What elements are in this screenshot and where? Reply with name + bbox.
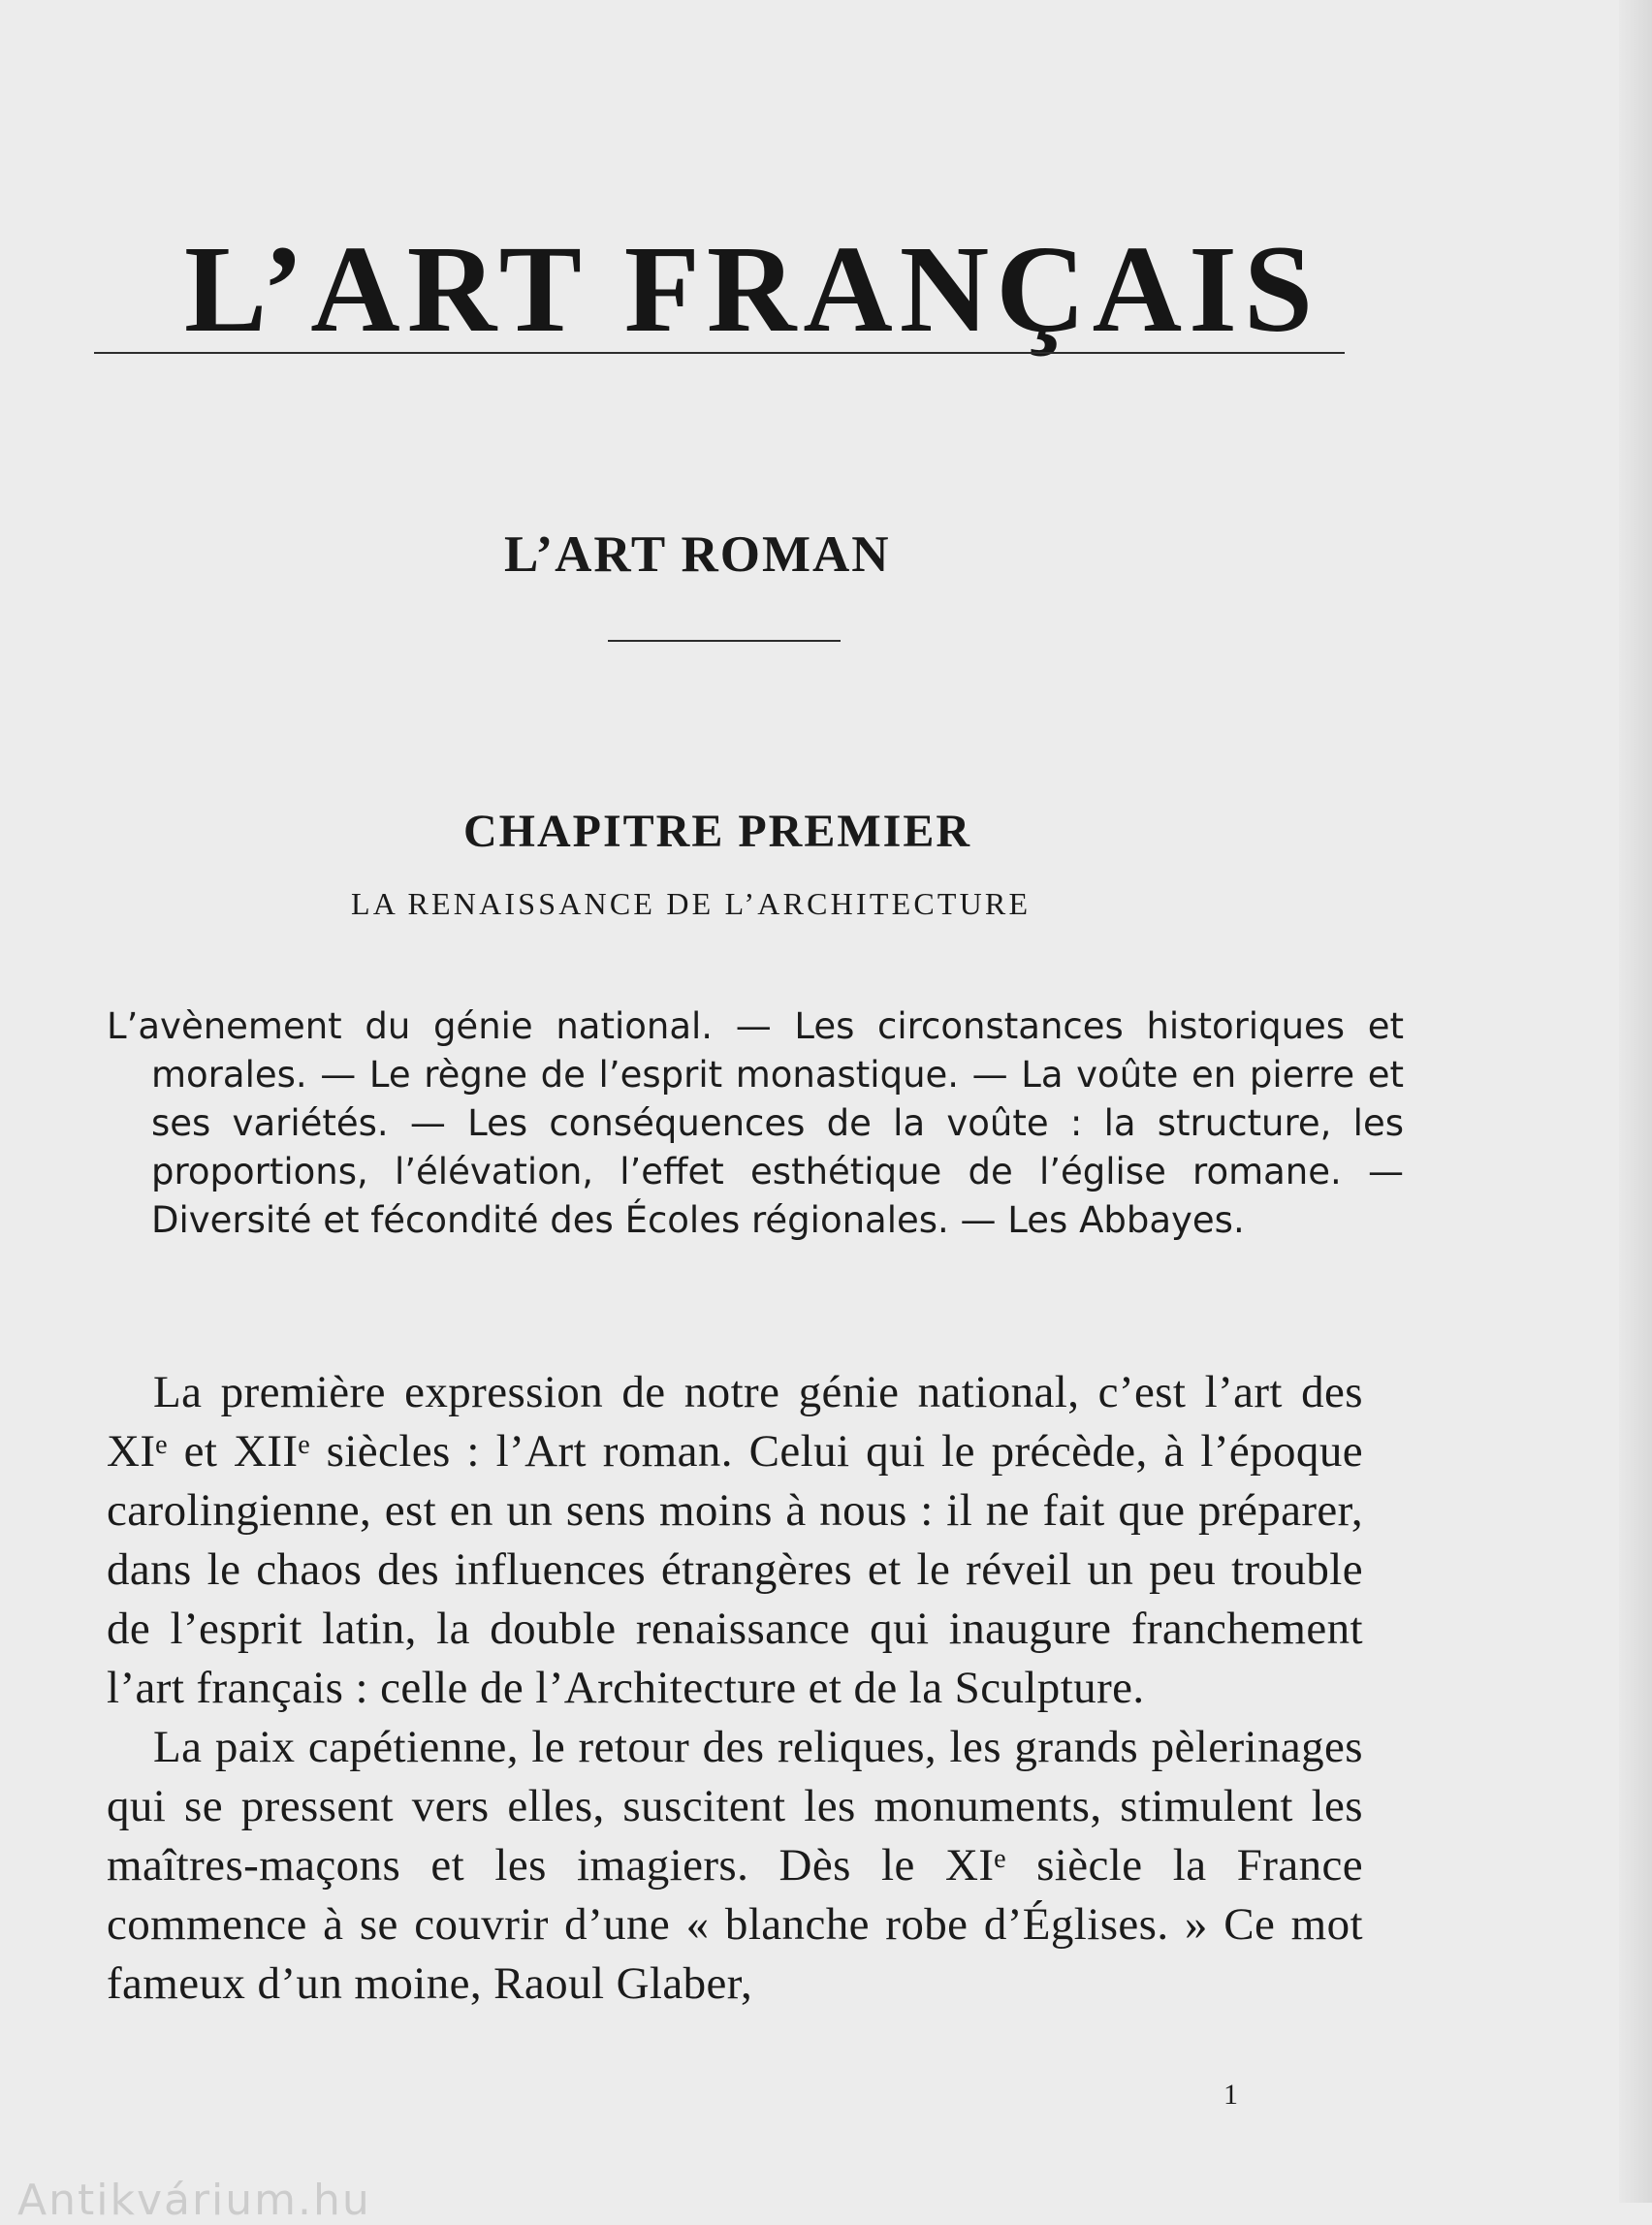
- page-edge-shadow: [1619, 0, 1652, 2203]
- body-paragraph: La première expression de notre génie national, c’est l’art des XIᵉ et XIIᵉ siècles : l’Art roman. Celui qui le précède, à l’époque carolingienne, est en un sens moins à nous : il ne fait que préparer, dans le chaos des influences étrangères et le réveil un peu trouble de l’esprit latin, la double renaissance qui inaugure franchement l’art français : celle de l’Architecture et de la Sculpture.: [107, 1367, 1363, 1713]
- book-title: L’ART FRANÇAIS: [184, 219, 1320, 358]
- chapter-title: CHAPITRE PREMIER: [463, 806, 972, 857]
- watermark: Antikvárium.hu: [17, 2176, 371, 2225]
- part-rule: [608, 640, 841, 642]
- chapter-subtitle: LA RENAISSANCE DE L’ARCHITECTURE: [351, 886, 1032, 921]
- body-paragraph: La paix capétienne, le retour des reliques, les grands pèlerinages qui se pressent vers elles, suscitent les monuments, stimulent les maîtres-maçons et les imagiers. Dès le XIᵉ siècle la France commence à se couvrir d’une « blanche robe d’Églises. » Ce mot fameux d’un moine, Raoul Glaber,: [107, 1722, 1363, 2009]
- body-text: [107, 1363, 1363, 2014]
- chapter-summary: L’avènement du génie national. — Les circonstances historiques et morales. — Le règne de l’esprit monastique. — La voûte en pierre et ses variétés. — Les conséquences de la voûte : la structure, les proportions, l’élévation, l’effet esthétique de l’église romane. — Diversité et fécondité des Écoles régionales. — Les Abbayes.: [107, 1005, 1404, 1241]
- title-rule: [94, 352, 1345, 354]
- page-number: 1: [1223, 2079, 1238, 2111]
- part-title: L’ART ROMAN: [504, 525, 891, 583]
